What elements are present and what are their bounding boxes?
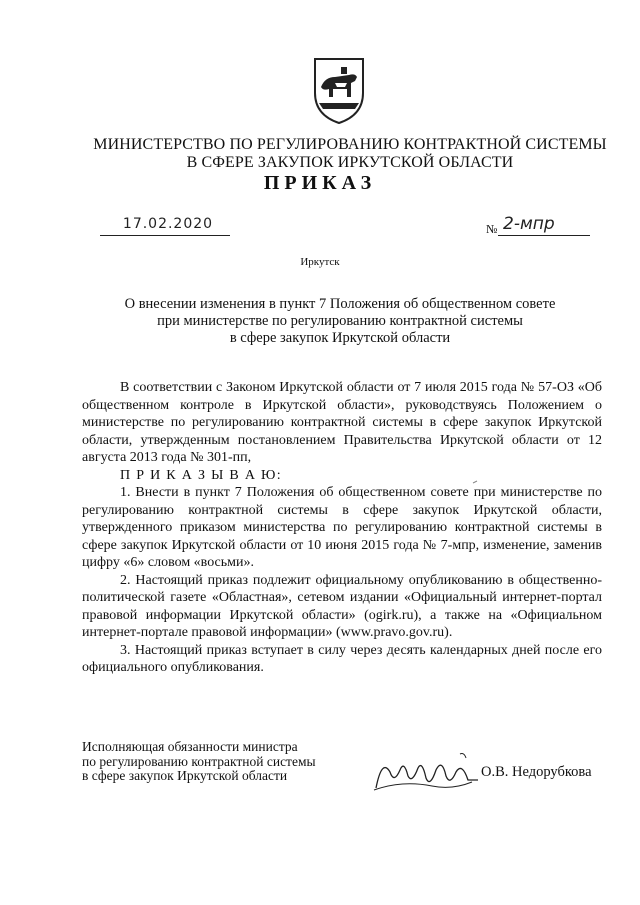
position-line1: Исполняющая обязанности министра <box>82 739 298 754</box>
signatory-position <box>82 740 362 784</box>
subject-line3: в сфере закупок Иркутской области <box>229 330 451 346</box>
order-date: 17.02.2020 <box>122 216 214 232</box>
date-underline <box>100 235 230 236</box>
preamble-paragraph: В соответствии с Законом Иркутской области от 7 июля 2015 года № 57-ОЗ «Об общественном контроле в Иркутской области», руководствуясь Положением о министерстве по регулированию контрактной системы в сфере закупок Иркутской области, утвержденным постановлением Правительства Иркутской области от 12 августа 2013 года № 301-пп, <box>82 380 602 465</box>
order-subject <box>90 296 590 347</box>
order-word: П Р И К А З Ы В А Ю: <box>120 467 282 483</box>
number-underline <box>498 235 590 236</box>
signatory-name: О.В. Недорубкова <box>481 764 592 780</box>
order-item-1: 1. Внести в пункт 7 Положения об общественном совете при министерстве по регулированию контрактной системы в сфере закупок Иркутской области, утвержденного приказом министерства по регулированию контрактной системы в сфере закупок Иркутской области от 10 июня 2015 года № 7-мпр, изменение, заменив цифру «6» словом «восьми». <box>82 485 602 570</box>
position-line2: по регулированию контрактной системы <box>82 753 316 769</box>
subject-line2: при министерстве по регулированию контрактной системы <box>157 313 523 329</box>
ministry-name-line2: В СФЕРЕ ЗАКУПОК ИРКУТСКОЙ ОБЛАСТИ <box>186 154 514 171</box>
city-name: Иркутск <box>300 256 340 268</box>
handwritten-signature <box>372 750 482 800</box>
order-item-2: 2. Настоящий приказ подлежит официальному опубликованию в общественно-политической газете «Областная», сетевом издании «Официальный интернет-портал правовой информации Иркутской области» (ogirk.ru), а также на «Официальном интернет-портале правовой информации» (www.pravo.gov.ru). <box>82 572 602 640</box>
subject-line1: О внесении изменения в пункт 7 Положения об общественном совете <box>124 296 556 312</box>
order-number-value: 2-мпр <box>503 214 555 234</box>
order-number-label: № <box>486 222 498 236</box>
order-item-3: 3. Настоящий приказ вступает в силу через десять календарных дней после его официального опубликования. <box>82 642 602 675</box>
ministry-header <box>60 136 640 172</box>
stray-mark <box>472 480 478 484</box>
document-title: ПРИКАЗ <box>263 172 377 194</box>
position-line3: в сфере закупок Иркутской области <box>82 768 288 783</box>
order-body <box>82 379 602 677</box>
coat-of-arms-emblem <box>305 53 373 125</box>
ministry-name-line1: МИНИСТЕРСТВО ПО РЕГУЛИРОВАНИЮ КОНТРАКТНОЙ СИСТЕМЫ <box>93 136 607 153</box>
